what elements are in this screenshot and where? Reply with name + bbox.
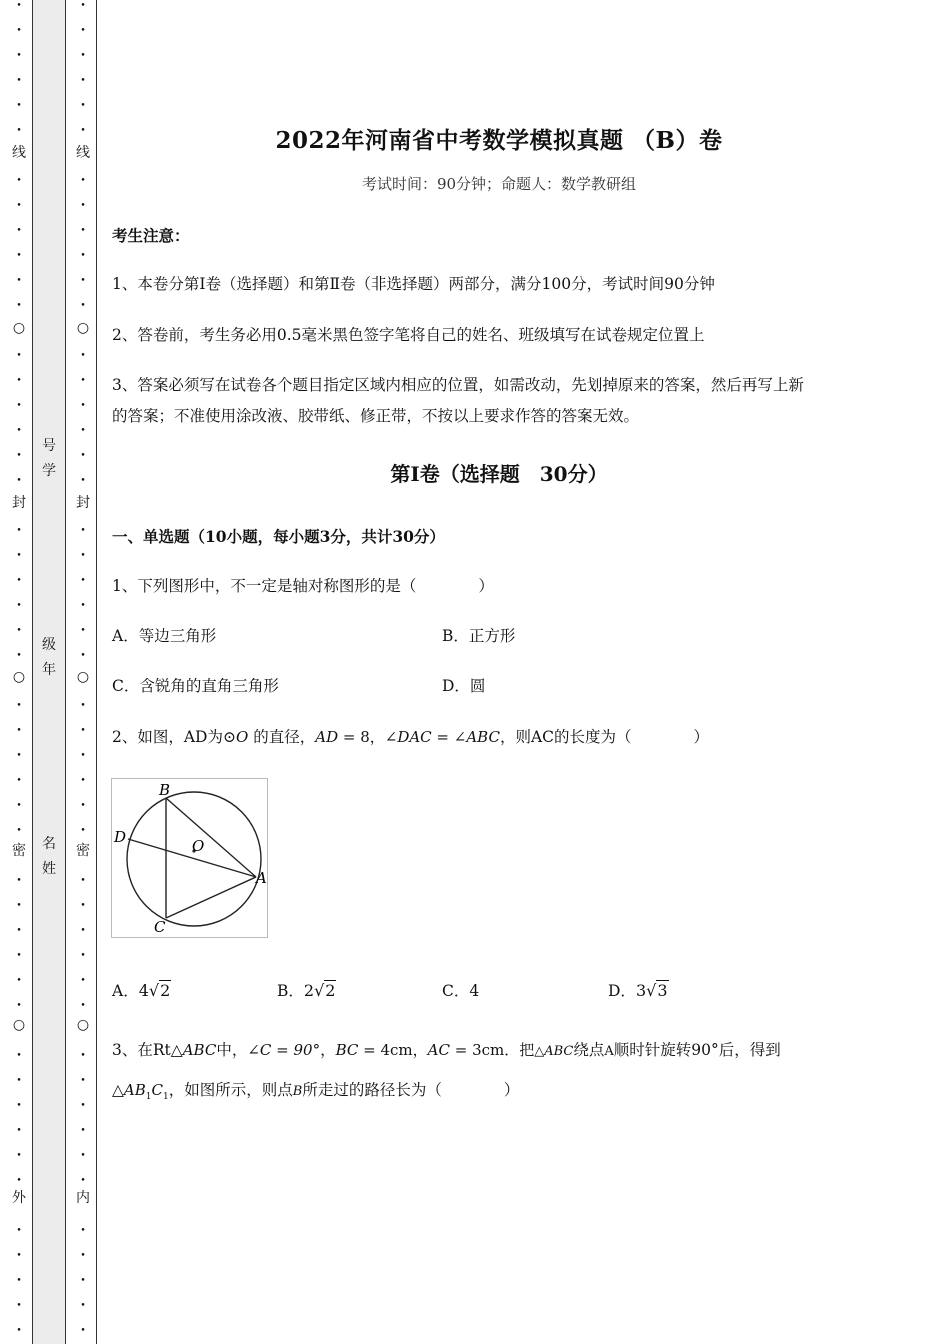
- q3-math: ABC: [182, 1041, 217, 1059]
- binding-label: 密: [12, 843, 26, 859]
- binding-label: 封: [76, 495, 90, 511]
- binding-dot: •: [80, 1251, 86, 1261]
- binding-dot: •: [16, 251, 22, 261]
- binding-dot: •: [16, 901, 22, 911]
- option-label: C．: [442, 982, 470, 1000]
- binding-dot: •: [16, 826, 22, 836]
- binding-margin-inner: [68, 0, 98, 1344]
- binding-dot: •: [80, 76, 86, 86]
- binding-dot: •: [16, 776, 22, 786]
- binding-dot: •: [80, 1001, 86, 1011]
- binding-dot: •: [80, 976, 86, 986]
- binding-dot: •: [80, 426, 86, 436]
- binding-dot: •: [80, 251, 86, 261]
- field-char: 级: [42, 637, 56, 653]
- q3-subscript: 1: [145, 1092, 152, 1103]
- coef: 3: [635, 981, 647, 1000]
- q2-option-a: [112, 979, 171, 1003]
- question-1-stem: 1、下列图形中，不一定是轴对称图形的是（ ）: [112, 577, 494, 595]
- notice-item: 3、答案必须写在试卷各个题目指定区域内相应的位置，如需改动，先划掉原来的答案，然后再写上新: [112, 376, 804, 394]
- binding-dot: •: [16, 626, 22, 636]
- binding-margin-outer: [4, 0, 34, 1344]
- q3-math: AB: [123, 1081, 146, 1099]
- question-2-stem: [112, 722, 709, 753]
- binding-dot: •: [16, 1251, 22, 1261]
- q3-text: 3、在Rt△: [112, 1041, 183, 1059]
- notice-item: 2、答卷前，考生务必用0.5毫米黑色签字笔将自己的姓名、班级填写在试卷规定位置上: [112, 326, 705, 344]
- binding-dot: •: [16, 1101, 22, 1111]
- binding-dot: •: [16, 701, 22, 711]
- q1-option-b: B．正方形: [442, 627, 516, 645]
- binding-dot: •: [16, 126, 22, 136]
- binding-dot: •: [80, 901, 86, 911]
- binding-dot: •: [16, 1176, 22, 1186]
- binding-dot: •: [80, 26, 86, 36]
- binding-dot: •: [16, 726, 22, 736]
- binding-line: [96, 0, 97, 1344]
- label-c: C: [154, 918, 166, 936]
- binding-dot: •: [16, 1051, 22, 1061]
- option-label: A．: [112, 982, 139, 1000]
- binding-dot: •: [16, 801, 22, 811]
- section-title: 第I卷（选择题 30分）: [390, 462, 608, 486]
- option-value: 3√3: [635, 981, 668, 1000]
- binding-dot: •: [80, 476, 86, 486]
- notice-item: 1、本卷分第I卷（选择题）和第Ⅱ卷（非选择题）两部分，满分100分，考试时间90分钟: [112, 275, 715, 293]
- binding-label: ○: [12, 1017, 26, 1033]
- binding-dot: •: [16, 226, 22, 236]
- binding-dot: •: [80, 201, 86, 211]
- q2-text: ，则AC的长度为（ ）: [499, 728, 710, 746]
- q3-text: 中，: [216, 1041, 248, 1059]
- notice-heading: 考生注意：: [112, 226, 190, 245]
- q2-text: 2、如图，AD为⊙: [112, 728, 236, 746]
- binding-label: 外: [12, 1190, 26, 1206]
- binding-dot: •: [80, 1151, 86, 1161]
- binding-dot: •: [80, 1326, 86, 1336]
- q3-math: △ABC: [534, 1044, 574, 1059]
- binding-label: 封: [12, 495, 26, 511]
- binding-dot: •: [16, 476, 22, 486]
- binding-dot: •: [16, 1326, 22, 1336]
- binding-dot: •: [80, 301, 86, 311]
- binding-label: 线: [12, 145, 26, 161]
- field-char: 姓: [42, 861, 56, 877]
- binding-dot: •: [80, 876, 86, 886]
- binding-dot: •: [16, 176, 22, 186]
- q3-math: A: [604, 1044, 614, 1059]
- binding-dot: •: [16, 576, 22, 586]
- q1-option-c: C．含锐角的直角三角形: [112, 677, 279, 695]
- option-value: 4: [469, 982, 480, 1000]
- binding-label: 密: [76, 843, 90, 859]
- student-info-band: [32, 0, 66, 1344]
- binding-dot: •: [80, 651, 86, 661]
- binding-dot: •: [80, 751, 86, 761]
- option-value: 2√2: [303, 981, 336, 1000]
- q3-math: = 4cm，: [358, 1041, 428, 1059]
- circle-diagram: [112, 779, 267, 937]
- q3-math: AC: [427, 1041, 450, 1059]
- field-char: 学: [42, 463, 56, 479]
- binding-dot: •: [16, 1226, 22, 1236]
- binding-label: 内: [76, 1190, 90, 1206]
- binding-dot: •: [80, 101, 86, 111]
- binding-dot: •: [80, 776, 86, 786]
- field-name: [33, 832, 65, 882]
- binding-dot: •: [80, 951, 86, 961]
- binding-dot: •: [80, 601, 86, 611]
- field-grade: [33, 633, 65, 683]
- segment-ba: [166, 798, 256, 877]
- binding-dot: •: [80, 626, 86, 636]
- binding-dot: •: [80, 126, 86, 136]
- q3-math: = 3cm．把: [449, 1041, 535, 1059]
- segment-ca: [166, 877, 256, 918]
- binding-dot: •: [80, 1276, 86, 1286]
- q3-math: ∠C = 90°: [247, 1041, 321, 1059]
- option-label: D．: [608, 982, 636, 1000]
- binding-dot: •: [16, 1276, 22, 1286]
- label-o: O: [192, 837, 205, 855]
- binding-dot: •: [80, 226, 86, 236]
- exam-title: 2022年河南省中考数学模拟真题 （B）卷: [275, 127, 723, 154]
- binding-dot: •: [80, 451, 86, 461]
- binding-dot: •: [80, 1176, 86, 1186]
- label-a: A: [256, 869, 267, 887]
- binding-dot: •: [16, 1001, 22, 1011]
- binding-dot: •: [80, 551, 86, 561]
- binding-label: ○: [76, 1017, 90, 1033]
- binding-dot: •: [16, 876, 22, 886]
- binding-dot: •: [16, 76, 22, 86]
- field-char: 号: [42, 438, 56, 454]
- q2-option-d: [608, 979, 669, 1003]
- binding-dot: •: [16, 201, 22, 211]
- binding-label: ○: [12, 320, 26, 336]
- q3-subscript: 1: [163, 1092, 169, 1103]
- label-b: B: [159, 781, 171, 799]
- binding-dot: •: [16, 26, 22, 36]
- field-char: 年: [42, 662, 56, 678]
- binding-dot: •: [80, 351, 86, 361]
- binding-dot: •: [16, 1301, 22, 1311]
- binding-dot: •: [80, 51, 86, 61]
- binding-dot: •: [16, 426, 22, 436]
- q2-option-c: [442, 979, 479, 1003]
- binding-dot: •: [16, 751, 22, 761]
- binding-dot: •: [16, 1126, 22, 1136]
- binding-dot: •: [80, 1101, 86, 1111]
- binding-dot: •: [16, 1076, 22, 1086]
- binding-dot: •: [16, 1151, 22, 1161]
- binding-dot: •: [16, 101, 22, 111]
- part-heading: 一、单选题（10小题，每小题3分，共计30分）: [112, 527, 445, 546]
- binding-dot: •: [80, 176, 86, 186]
- binding-label: ○: [12, 669, 26, 685]
- label-d: D: [114, 828, 127, 846]
- binding-dot: •: [16, 526, 22, 536]
- q3-text: 所走过的路径长为（ ）: [302, 1081, 520, 1099]
- q3-math: C: [151, 1081, 163, 1099]
- binding-dot: •: [80, 926, 86, 936]
- binding-dot: •: [16, 551, 22, 561]
- q2-option-b: [277, 979, 336, 1003]
- binding-dot: •: [16, 1, 22, 11]
- binding-label: ○: [76, 320, 90, 336]
- binding-dot: •: [80, 526, 86, 536]
- binding-dot: •: [16, 301, 22, 311]
- binding-dot: •: [80, 1226, 86, 1236]
- exam-subtitle: 考试时间：90分钟；命题人：数学教研组: [361, 175, 637, 193]
- binding-dot: •: [80, 1301, 86, 1311]
- radicand: 2: [160, 981, 171, 1000]
- q3-math: BC: [335, 1041, 359, 1059]
- binding-dot: •: [80, 701, 86, 711]
- radicand: 2: [325, 981, 336, 1000]
- coef: 4: [138, 981, 149, 1000]
- option-label: B．: [277, 982, 304, 1000]
- q2-math: = 8，: [338, 728, 385, 746]
- binding-dot: •: [80, 826, 86, 836]
- binding-dot: •: [80, 1076, 86, 1086]
- q1-option-d: D．圆: [442, 677, 486, 695]
- binding-dot: •: [16, 351, 22, 361]
- binding-dot: •: [80, 576, 86, 586]
- binding-dot: •: [16, 601, 22, 611]
- q3-text: 绕点: [573, 1041, 605, 1059]
- binding-label: ○: [76, 669, 90, 685]
- q2-math: O: [235, 728, 249, 746]
- option-value: 4√2: [138, 981, 171, 1000]
- q2-figure: [111, 778, 268, 938]
- binding-dot: •: [16, 376, 22, 386]
- q2-math: ∠DAC = ∠ABC: [384, 728, 500, 746]
- binding-dot: •: [16, 651, 22, 661]
- binding-dot: •: [16, 951, 22, 961]
- binding-dot: •: [16, 976, 22, 986]
- binding-dot: •: [80, 401, 86, 411]
- binding-dot: •: [80, 276, 86, 286]
- binding-dot: •: [16, 451, 22, 461]
- q2-math: AD: [315, 728, 339, 746]
- binding-dot: •: [80, 1126, 86, 1136]
- binding-dot: •: [16, 276, 22, 286]
- binding-dot: •: [80, 726, 86, 736]
- field-char: 名: [42, 836, 56, 852]
- radicand: 3: [657, 981, 668, 1000]
- notice-item: 的答案；不准使用涂改液、胶带纸、修正带，不按以上要求作答的答案无效。: [112, 407, 640, 425]
- binding-dot: •: [16, 51, 22, 61]
- binding-dot: •: [16, 926, 22, 936]
- question-3-stem-line2: [112, 1075, 519, 1113]
- binding-dot: •: [80, 376, 86, 386]
- q3-text: ，如图所示，则点: [168, 1081, 293, 1099]
- q3-text: △: [112, 1081, 124, 1099]
- q3-text: ，: [320, 1041, 336, 1059]
- q3-math: B: [292, 1084, 303, 1099]
- question-3-stem-line1: [112, 1035, 781, 1067]
- q2-text: 的直径，: [248, 728, 316, 746]
- binding-dot: •: [16, 401, 22, 411]
- coef: 2: [303, 981, 315, 1000]
- binding-dot: •: [80, 1051, 86, 1061]
- binding-dot: •: [80, 801, 86, 811]
- binding-label: 线: [76, 145, 90, 161]
- field-student-id: [33, 434, 65, 484]
- binding-dot: •: [80, 1, 86, 11]
- q3-text: 顺时针旋转90°后，得到: [613, 1041, 781, 1059]
- q1-option-a: A．等边三角形: [112, 627, 217, 645]
